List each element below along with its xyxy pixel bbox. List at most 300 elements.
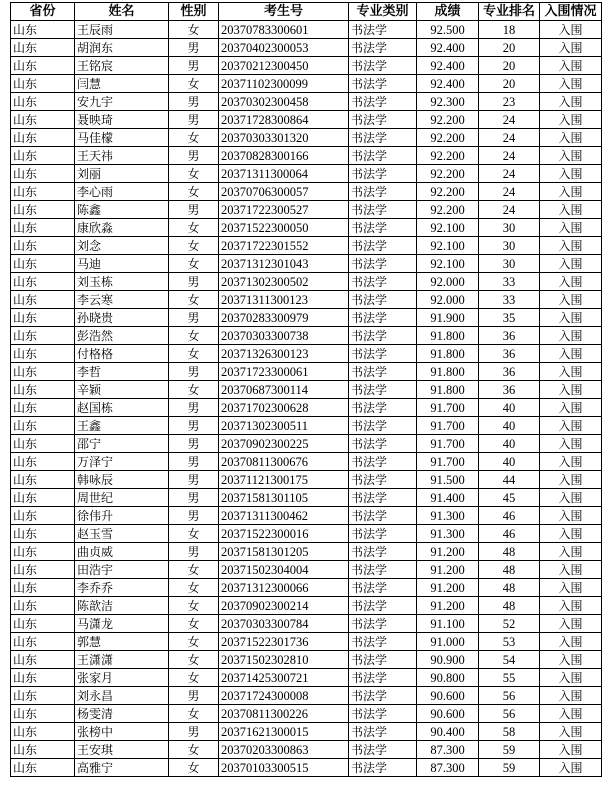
cell-province: 山东 [11,309,75,327]
cell-name: 赵国栋 [75,399,169,417]
cell-province: 山东 [11,633,75,651]
cell-rank: 36 [479,363,540,381]
cell-province: 山东 [11,273,75,291]
cell-status: 入围 [540,453,602,471]
cell-name: 辛颖 [75,381,169,399]
cell-category: 书法学 [349,147,417,165]
cell-gender: 男 [169,399,219,417]
cell-exam-number: 20371302300511 [219,417,349,435]
cell-rank: 40 [479,399,540,417]
cell-category: 书法学 [349,183,417,201]
cell-category: 书法学 [349,579,417,597]
cell-status: 入围 [540,669,602,687]
header-gender: 性别 [169,3,219,21]
cell-province: 山东 [11,345,75,363]
cell-gender: 女 [169,597,219,615]
table-row [11,345,602,363]
cell-score: 92.300 [417,93,479,111]
cell-rank: 58 [479,723,540,741]
cell-gender: 女 [169,129,219,147]
cell-gender: 女 [169,651,219,669]
cell-exam-number: 20370303301320 [219,129,349,147]
cell-province: 山东 [11,21,75,39]
cell-category: 书法学 [349,489,417,507]
cell-score: 91.400 [417,489,479,507]
cell-exam-number: 20371722300527 [219,201,349,219]
cell-province: 山东 [11,183,75,201]
cell-name: 马佳檬 [75,129,169,147]
cell-gender: 女 [169,705,219,723]
cell-name: 韩咏辰 [75,471,169,489]
table-row [11,201,602,219]
cell-exam-number: 20370828300166 [219,147,349,165]
cell-name: 付格格 [75,345,169,363]
cell-score: 92.100 [417,219,479,237]
cell-rank: 24 [479,183,540,201]
cell-province: 山东 [11,687,75,705]
cell-name: 李心雨 [75,183,169,201]
cell-category: 书法学 [349,165,417,183]
table-row [11,183,602,201]
cell-province: 山东 [11,525,75,543]
cell-rank: 20 [479,57,540,75]
cell-score: 91.100 [417,615,479,633]
cell-exam-number: 20371728300864 [219,111,349,129]
cell-category: 书法学 [349,705,417,723]
cell-province: 山东 [11,255,75,273]
cell-status: 入围 [540,399,602,417]
cell-status: 入围 [540,237,602,255]
cell-exam-number: 20370303300784 [219,615,349,633]
cell-score: 91.800 [417,345,479,363]
cell-rank: 56 [479,705,540,723]
cell-score: 91.800 [417,327,479,345]
cell-gender: 男 [169,273,219,291]
cell-status: 入围 [540,147,602,165]
cell-status: 入围 [540,129,602,147]
cell-name: 王天祎 [75,147,169,165]
cell-score: 91.500 [417,471,479,489]
cell-status: 入围 [540,327,602,345]
table-body [11,21,602,777]
cell-rank: 20 [479,75,540,93]
cell-gender: 女 [169,75,219,93]
cell-category: 书法学 [349,237,417,255]
cell-exam-number: 20371522301736 [219,633,349,651]
cell-rank: 23 [479,93,540,111]
cell-exam-number: 20370212300450 [219,57,349,75]
cell-province: 山东 [11,507,75,525]
cell-score: 90.400 [417,723,479,741]
header-status: 入围情况 [540,3,602,21]
cell-name: 王鑫 [75,417,169,435]
cell-rank: 33 [479,291,540,309]
cell-score: 92.100 [417,255,479,273]
cell-rank: 30 [479,255,540,273]
cell-score: 92.200 [417,183,479,201]
table-row [11,651,602,669]
cell-rank: 40 [479,453,540,471]
table-row [11,327,602,345]
table-row [11,543,602,561]
cell-score: 90.600 [417,687,479,705]
cell-name: 刘念 [75,237,169,255]
cell-category: 书法学 [349,723,417,741]
cell-exam-number: 20370203300863 [219,741,349,759]
header-score: 成绩 [417,3,479,21]
cell-status: 入围 [540,417,602,435]
cell-score: 91.700 [417,399,479,417]
cell-name: 马迪 [75,255,169,273]
cell-gender: 女 [169,759,219,777]
cell-name: 安九宇 [75,93,169,111]
cell-score: 91.200 [417,543,479,561]
cell-category: 书法学 [349,111,417,129]
cell-gender: 男 [169,39,219,57]
cell-exam-number: 20371621300015 [219,723,349,741]
cell-rank: 40 [479,435,540,453]
cell-name: 李乔乔 [75,579,169,597]
cell-name: 闫慧 [75,75,169,93]
cell-score: 91.000 [417,633,479,651]
cell-province: 山东 [11,489,75,507]
cell-rank: 46 [479,507,540,525]
cell-name: 高雅宁 [75,759,169,777]
cell-exam-number: 20371522300016 [219,525,349,543]
cell-province: 山东 [11,291,75,309]
cell-status: 入围 [540,597,602,615]
cell-category: 书法学 [349,759,417,777]
cell-gender: 女 [169,561,219,579]
cell-province: 山东 [11,147,75,165]
cell-name: 陈鑫 [75,201,169,219]
cell-category: 书法学 [349,543,417,561]
cell-exam-number: 20370303300738 [219,327,349,345]
cell-exam-number: 20371102300099 [219,75,349,93]
cell-rank: 45 [479,489,540,507]
table-row [11,417,602,435]
cell-rank: 56 [479,687,540,705]
cell-gender: 男 [169,435,219,453]
cell-province: 山东 [11,381,75,399]
cell-rank: 30 [479,237,540,255]
cell-exam-number: 20370902300225 [219,435,349,453]
cell-status: 入围 [540,201,602,219]
cell-name: 张榜中 [75,723,169,741]
cell-rank: 18 [479,21,540,39]
cell-status: 入围 [540,741,602,759]
cell-name: 聂映琦 [75,111,169,129]
cell-exam-number: 20371581301105 [219,489,349,507]
cell-gender: 女 [169,291,219,309]
cell-status: 入围 [540,561,602,579]
cell-category: 书法学 [349,669,417,687]
header-category: 专业类别 [349,3,417,21]
cell-rank: 52 [479,615,540,633]
cell-category: 书法学 [349,507,417,525]
cell-gender: 男 [169,363,219,381]
cell-name: 胡润东 [75,39,169,57]
cell-exam-number: 20371502302810 [219,651,349,669]
cell-gender: 男 [169,93,219,111]
cell-category: 书法学 [349,597,417,615]
cell-exam-number: 20371121300175 [219,471,349,489]
cell-gender: 男 [169,309,219,327]
cell-status: 入围 [540,111,602,129]
cell-score: 90.900 [417,651,479,669]
cell-exam-number: 20370783300601 [219,21,349,39]
cell-gender: 女 [169,327,219,345]
cell-gender: 女 [169,165,219,183]
cell-status: 入围 [540,39,602,57]
cell-exam-number: 20370706300057 [219,183,349,201]
cell-category: 书法学 [349,633,417,651]
cell-category: 书法学 [349,417,417,435]
cell-category: 书法学 [349,435,417,453]
cell-rank: 48 [479,597,540,615]
cell-status: 入围 [540,291,602,309]
cell-exam-number: 20371702300628 [219,399,349,417]
cell-name: 曲贞威 [75,543,169,561]
table-row [11,57,602,75]
cell-status: 入围 [540,255,602,273]
cell-province: 山东 [11,363,75,381]
cell-rank: 24 [479,129,540,147]
cell-exam-number: 20370302300458 [219,93,349,111]
cell-province: 山东 [11,237,75,255]
cell-gender: 女 [169,381,219,399]
cell-province: 山东 [11,75,75,93]
cell-score: 91.900 [417,309,479,327]
table-row [11,489,602,507]
table-row [11,525,602,543]
cell-rank: 40 [479,417,540,435]
cell-rank: 20 [479,39,540,57]
cell-category: 书法学 [349,93,417,111]
cell-score: 92.200 [417,129,479,147]
cell-name: 周世纪 [75,489,169,507]
cell-category: 书法学 [349,741,417,759]
cell-province: 山东 [11,759,75,777]
cell-exam-number: 20371312301043 [219,255,349,273]
cell-score: 91.700 [417,453,479,471]
table-row [11,21,602,39]
table-header-row [11,3,602,21]
cell-gender: 女 [169,345,219,363]
cell-province: 山东 [11,165,75,183]
header-name: 姓名 [75,3,169,21]
cell-status: 入围 [540,93,602,111]
cell-province: 山东 [11,435,75,453]
cell-name: 赵玉雪 [75,525,169,543]
cell-score: 92.200 [417,201,479,219]
cell-province: 山东 [11,651,75,669]
cell-gender: 女 [169,669,219,687]
cell-exam-number: 20370902300214 [219,597,349,615]
cell-province: 山东 [11,417,75,435]
cell-province: 山东 [11,669,75,687]
cell-rank: 59 [479,759,540,777]
cell-category: 书法学 [349,219,417,237]
table-row [11,129,602,147]
cell-name: 王安琪 [75,741,169,759]
cell-score: 91.800 [417,363,479,381]
cell-rank: 53 [479,633,540,651]
cell-province: 山东 [11,129,75,147]
cell-name: 马潇龙 [75,615,169,633]
cell-score: 92.400 [417,75,479,93]
cell-rank: 54 [479,651,540,669]
cell-province: 山东 [11,57,75,75]
table-row [11,147,602,165]
cell-status: 入围 [540,705,602,723]
cell-status: 入围 [540,723,602,741]
cell-score: 92.400 [417,39,479,57]
cell-status: 入围 [540,75,602,93]
cell-category: 书法学 [349,75,417,93]
cell-status: 入围 [540,345,602,363]
cell-score: 91.700 [417,417,479,435]
table-row [11,507,602,525]
cell-exam-number: 20371723300061 [219,363,349,381]
cell-province: 山东 [11,705,75,723]
cell-score: 90.800 [417,669,479,687]
cell-status: 入围 [540,489,602,507]
cell-status: 入围 [540,273,602,291]
table-row [11,165,602,183]
cell-category: 书法学 [349,381,417,399]
table-row [11,273,602,291]
cell-rank: 55 [479,669,540,687]
table-row [11,435,602,453]
table-row [11,741,602,759]
cell-name: 李云寒 [75,291,169,309]
cell-status: 入围 [540,615,602,633]
cell-gender: 男 [169,723,219,741]
cell-rank: 48 [479,579,540,597]
cell-status: 入围 [540,507,602,525]
cell-rank: 48 [479,561,540,579]
cell-province: 山东 [11,39,75,57]
cell-gender: 男 [169,471,219,489]
cell-category: 书法学 [349,471,417,489]
cell-score: 91.800 [417,381,479,399]
table-row [11,75,602,93]
cell-province: 山东 [11,471,75,489]
cell-province: 山东 [11,579,75,597]
cell-score: 91.700 [417,435,479,453]
cell-status: 入围 [540,543,602,561]
cell-exam-number: 20370687300114 [219,381,349,399]
cell-category: 书法学 [349,327,417,345]
cell-category: 书法学 [349,201,417,219]
cell-name: 刘永昌 [75,687,169,705]
results-sheet [10,2,601,777]
table-row [11,399,602,417]
cell-province: 山东 [11,723,75,741]
table-row [11,615,602,633]
cell-name: 刘玉栋 [75,273,169,291]
cell-category: 书法学 [349,363,417,381]
cell-gender: 女 [169,633,219,651]
cell-name: 杨雯清 [75,705,169,723]
cell-name: 刘丽 [75,165,169,183]
cell-score: 91.300 [417,525,479,543]
cell-category: 书法学 [349,345,417,363]
cell-name: 王铭宸 [75,57,169,75]
cell-rank: 33 [479,273,540,291]
cell-score: 92.100 [417,237,479,255]
cell-exam-number: 20371522300050 [219,219,349,237]
cell-gender: 男 [169,147,219,165]
cell-gender: 女 [169,183,219,201]
cell-gender: 男 [169,507,219,525]
cell-name: 彭浩然 [75,327,169,345]
cell-rank: 36 [479,345,540,363]
table-row [11,111,602,129]
cell-score: 92.400 [417,57,479,75]
cell-category: 书法学 [349,615,417,633]
table-row [11,759,602,777]
cell-status: 入围 [540,651,602,669]
cell-rank: 46 [479,525,540,543]
table-row [11,597,602,615]
cell-score: 91.200 [417,561,479,579]
cell-rank: 36 [479,327,540,345]
cell-category: 书法学 [349,453,417,471]
cell-exam-number: 20371581301205 [219,543,349,561]
cell-status: 入围 [540,579,602,597]
cell-gender: 女 [169,615,219,633]
cell-status: 入围 [540,363,602,381]
cell-score: 87.300 [417,741,479,759]
table-row [11,471,602,489]
cell-rank: 24 [479,147,540,165]
cell-category: 书法学 [349,273,417,291]
table-row [11,453,602,471]
cell-province: 山东 [11,327,75,345]
cell-gender: 女 [169,579,219,597]
cell-category: 书法学 [349,399,417,417]
table-row [11,237,602,255]
cell-gender: 男 [169,57,219,75]
table-row [11,705,602,723]
cell-score: 92.200 [417,147,479,165]
cell-province: 山东 [11,399,75,417]
table-row [11,363,602,381]
cell-name: 万泽宁 [75,453,169,471]
table-row [11,219,602,237]
cell-province: 山东 [11,219,75,237]
cell-status: 入围 [540,759,602,777]
cell-name: 孙晓贵 [75,309,169,327]
cell-category: 书法学 [349,291,417,309]
cell-exam-number: 20370402300053 [219,39,349,57]
cell-name: 张家月 [75,669,169,687]
header-province: 省份 [11,3,75,21]
cell-gender: 女 [169,255,219,273]
cell-name: 郭慧 [75,633,169,651]
cell-name: 王辰雨 [75,21,169,39]
cell-score: 87.300 [417,759,479,777]
cell-gender: 男 [169,417,219,435]
cell-category: 书法学 [349,309,417,327]
cell-rank: 24 [479,165,540,183]
cell-name: 李哲 [75,363,169,381]
cell-rank: 24 [479,111,540,129]
cell-gender: 男 [169,453,219,471]
cell-exam-number: 20371312300066 [219,579,349,597]
